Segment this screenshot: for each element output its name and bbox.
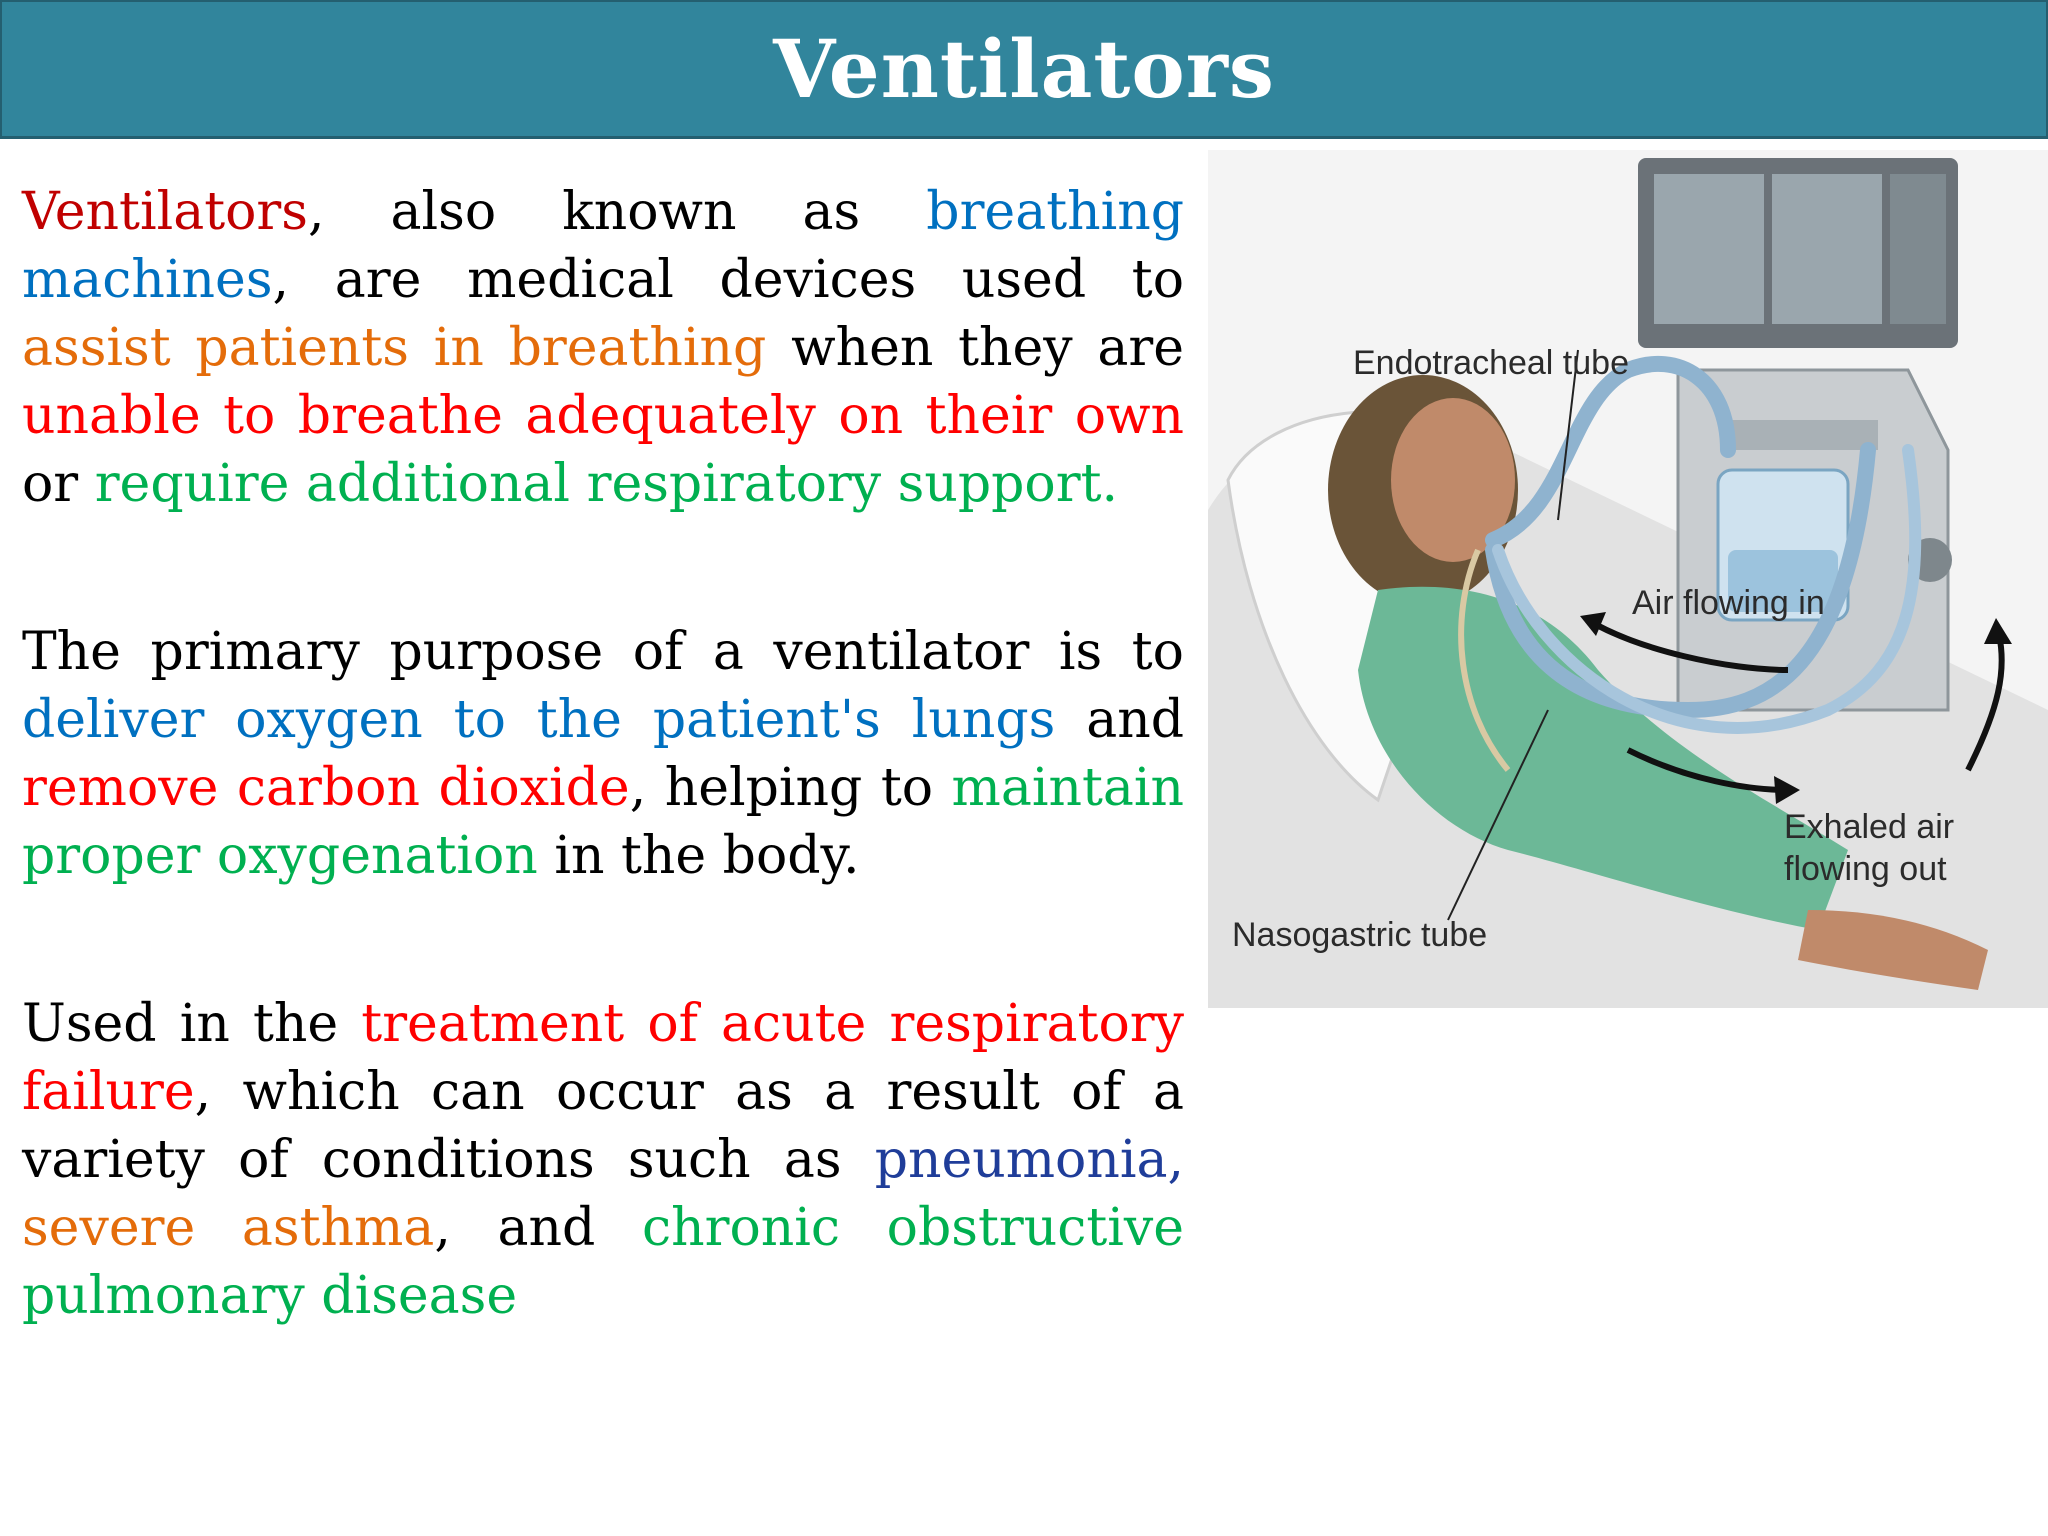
- ventilator-illustration: [1208, 150, 2048, 1008]
- text-run: remove carbon dioxide: [22, 758, 630, 818]
- text-run: breathing machines: [22, 182, 1184, 310]
- label-exhaled-air-2: flowing out: [1784, 850, 1947, 888]
- text-run: , and: [434, 1198, 642, 1258]
- text-run: in the body.: [537, 826, 860, 886]
- label-nasogastric-tube: Nasogastric tube: [1232, 916, 1488, 954]
- paragraph-uses: [22, 990, 1184, 1330]
- text-run: severe asthma: [22, 1198, 435, 1258]
- text-run: pneumonia,: [874, 1130, 1184, 1190]
- slide-body: [22, 178, 1184, 1430]
- text-run: or: [22, 454, 95, 514]
- text-run: , which can occur as a result of a variety of conditions such as: [22, 1062, 1184, 1190]
- slide-title-bar: [0, 0, 2048, 139]
- monitor-panel-left: [1654, 174, 1764, 324]
- text-run: , helping to: [629, 758, 952, 818]
- text-run: deliver oxygen to the patient's lungs: [22, 690, 1056, 750]
- text-run: unable to breathe adequately on their own: [22, 386, 1184, 446]
- text-run: assist patients in breathing: [22, 318, 767, 378]
- text-run: maintain proper oxygenation: [22, 758, 1184, 886]
- text-run: require additional respiratory support.: [94, 454, 1118, 514]
- text-run: chronic obstructive pulmonary disease: [22, 1198, 1185, 1326]
- label-air-flowing-in: Air flowing in: [1632, 584, 1825, 622]
- text-run: The primary purpose of a ventilator is to: [22, 622, 1184, 682]
- monitor-panel-right: [1772, 174, 1882, 324]
- text-run: , also known as: [307, 182, 927, 242]
- slide-title: Ventilators: [773, 22, 1275, 116]
- paragraph-purpose: [22, 618, 1184, 890]
- paragraph-definition: [22, 178, 1184, 518]
- text-run: when they are: [766, 318, 1184, 378]
- ventilator-control-strip: [1728, 420, 1878, 450]
- text-run: Ventilators: [22, 182, 308, 242]
- text-run: and: [1055, 690, 1184, 750]
- ventilator-illustration-svg: [1208, 150, 2048, 1008]
- monitor-panel-side: [1890, 174, 1946, 324]
- text-run: Used in the: [22, 994, 362, 1054]
- label-exhaled-air-1: Exhaled air: [1784, 808, 1955, 846]
- label-endotracheal-tube: Endotracheal tube: [1353, 344, 1629, 382]
- text-run: treatment of acute respiratory failure: [22, 994, 1184, 1122]
- text-run: , are medical devices used to: [272, 250, 1184, 310]
